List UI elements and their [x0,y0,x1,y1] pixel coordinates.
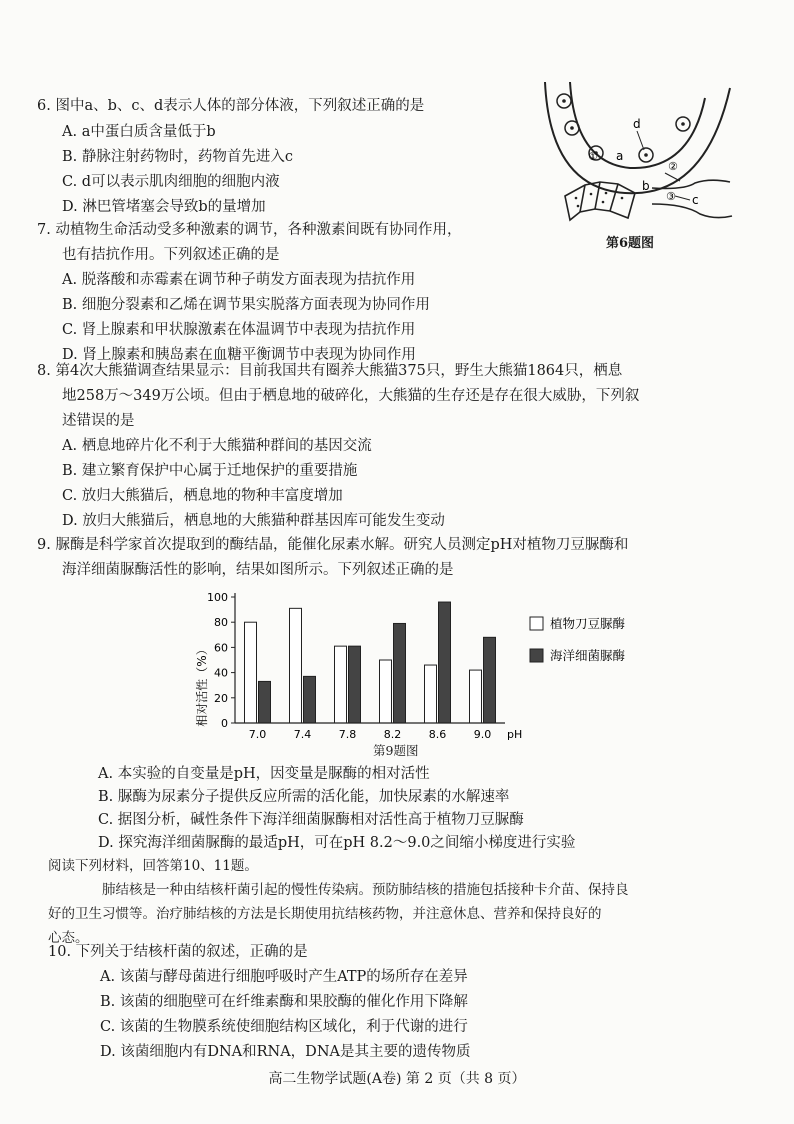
chart-bar-marine [394,623,406,723]
q9-stem-line2: 海洋细菌脲酶活性的影响，结果如图所示。下列叙述正确的是 [62,562,454,578]
q8-stem-line1: 8. 第4次大熊猫调查结果显示：目前我国共有圈养大熊猫375只，野生大熊猫1864只，栖息 [37,363,623,379]
chart-y-label: 相对活性（%） [195,643,209,727]
q9-option-d: D. 探究海洋细菌脲酶的最适pH，可在pH 8.2～9.0之间缩小梯度进行实验 [98,835,576,851]
chart-x-label: pH [507,728,523,741]
q6-option-d: D. 淋巴管堵塞会导致b的量增加 [62,199,266,215]
chart-y-tick-label: 0 [221,717,228,730]
label-a: a [616,149,624,163]
chart-x-tick-label: 7.4 [293,728,312,741]
q10-stem: 10. 下列关于结核杆菌的叙述，正确的是 [48,944,308,960]
q6-option-c: C. d可以表示肌肉细胞的细胞内液 [62,174,280,190]
chart-bar-plant [245,622,257,723]
chart-bar-marine [439,602,451,723]
q6-option-b: B. 静脉注射药物时，药物首先进入c [62,149,293,165]
reading-paragraph-line1: 肺结核是一种由结核杆菌引起的慢性传染病。预防肺结核的措施包括接种卡介苗、保持良 [102,882,629,898]
chart-x-tick-label: 7.8 [338,728,357,741]
q6-option-a: A. a中蛋白质含量低于b [62,124,216,140]
q7-option-a: A. 脱落酸和赤霉素在调节种子萌发方面表现为拮抗作用 [62,272,416,288]
figure-9-caption: 第9题图 [373,743,419,758]
q9-option-c: C. 据图分析，碱性条件下海洋细菌脲酶相对活性高于植物刀豆脲酶 [98,812,524,828]
q7-option-d: D. 肾上腺素和胰岛素在血糖平衡调节中表现为协同作用 [62,347,416,363]
q10-option-d: D. 该菌细胞内有DNA和RNA，DNA是其主要的遗传物质 [100,1044,471,1060]
q7-option-b: B. 细胞分裂素和乙烯在调节果实脱落方面表现为协同作用 [62,297,430,313]
q9-option-b: B. 脲酶为尿素分子提供反应所需的活化能，加快尿素的水解速率 [98,789,510,805]
q10-option-c: C. 该菌的生物膜系统使细胞结构区域化，利于代谢的进行 [100,1019,468,1035]
q7-stem-line1: 7. 动植物生命活动受多种激素的调节，各种激素间既有协同作用， [37,222,462,238]
chart-bar-marine [484,637,496,723]
label-1: ① [588,150,598,163]
q9-stem-line1: 9. 脲酶是科学家首次提取到的酶结晶，能催化尿素水解。研究人员测定pH对植物刀豆脲酶和 [37,537,629,553]
chart-bar-plant [380,660,392,723]
chart-x-tick-label: 9.0 [473,728,492,741]
reading-paragraph-line3: 心态。 [48,930,89,946]
q7-option-c: C. 肾上腺素和甲状腺激素在体温调节中表现为拮抗作用 [62,322,416,338]
figure-6-diagram [540,78,740,228]
chart-legend-swatch [530,649,543,662]
chart-legend-swatch [530,617,543,630]
label-b: b [642,179,650,193]
figure-9-chart [180,585,680,745]
chart-bar-plant [290,608,302,723]
chart-y-tick-label: 100 [207,591,228,604]
label-d: d [633,117,641,131]
chart-y-tick-label: 40 [214,666,228,680]
chart-legend-label: 植物刀豆脲酶 [550,616,626,631]
q6-stem: 6. 图中a、b、c、d表示人体的部分体液，下列叙述正确的是 [37,98,425,114]
label-c: c [692,193,699,207]
label-3: ③ [666,190,676,203]
reading-intro: 阅读下列材料，回答第10、11题。 [48,858,258,874]
q9-option-a: A. 本实验的自变量是pH，因变量是脲酶的相对活性 [98,766,430,782]
q8-option-b: B. 建立繁育保护中心属于迁地保护的重要措施 [62,463,358,479]
q10-option-a: A. 该菌与酵母菌进行细胞呼吸时产生ATP的场所存在差异 [100,969,468,985]
figure-6-caption: 第6题图 [606,236,655,251]
chart-bar-marine [349,646,361,723]
q8-option-a: A. 栖息地碎片化不利于大熊猫种群间的基因交流 [62,438,372,454]
chart-bar-plant [335,646,347,723]
chart-bar-plant [425,665,437,723]
q8-stem-line2: 地258万～349万公顷。但由于栖息地的破碎化，大熊猫的生存还是存在很大威胁，下列叙 [62,388,640,404]
chart-legend-label: 海洋细菌脲酶 [550,648,626,663]
q8-stem-line3: 述错误的是 [62,413,135,429]
q10-option-b: B. 该菌的细胞壁可在纤维素酶和果胶酶的催化作用下降解 [100,994,468,1010]
page-footer: 高二生物学试题(A卷) 第 2 页（共 8 页） [268,1071,526,1087]
q8-option-c: C. 放归大熊猫后，栖息地的物种丰富度增加 [62,488,343,504]
reading-paragraph-line2: 好的卫生习惯等。治疗肺结核的方法是长期使用抗结核药物，并注意休息、营养和保持良好的 [48,906,602,922]
q8-option-d: D. 放归大熊猫后，栖息地的大熊猫种群基因库可能发生变动 [62,513,445,529]
chart-bar-marine [259,681,271,723]
chart-x-tick-label: 7.0 [248,728,267,741]
chart-x-tick-label: 8.6 [428,728,447,741]
chart-y-tick-label: 20 [214,691,228,705]
chart-x-tick-label: 8.2 [383,728,402,741]
label-2: ② [668,160,678,173]
chart-bar-marine [304,676,316,723]
chart-bar-plant [470,670,482,723]
chart-y-tick-label: 60 [214,641,228,655]
chart-y-tick-label: 80 [214,616,228,630]
q7-stem-line2: 也有拮抗作用。下列叙述正确的是 [62,247,280,263]
